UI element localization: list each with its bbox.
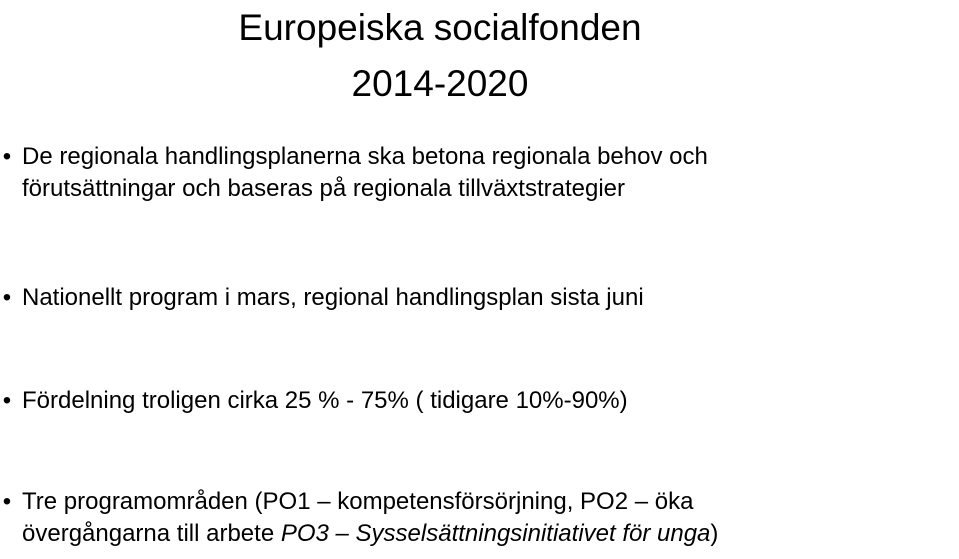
bullet-dot-icon: • — [2, 387, 12, 414]
bullet-line-plain: övergångarna till arbete — [22, 520, 281, 547]
bullet-line: övergångarna till arbete PO3 – Sysselsättningsinitiativet för unga) — [22, 520, 719, 547]
bullet-line-italic: PO3 – Sysselsättningsinitiativet för unga — [280, 520, 711, 547]
bullet-text — [22, 282, 959, 314]
bullet-dot-icon: • — [2, 488, 12, 515]
title-line-2: 2014-2020 — [351, 63, 529, 104]
bullet-text — [22, 385, 959, 417]
title-line-1: Europeiska socialfonden — [238, 7, 642, 48]
bullet-line: De regionala handlingsplanerna ska betona regionala behov och — [22, 143, 708, 170]
bullet-line: Nationellt program i mars, regional handlingsplan sista juni — [22, 284, 644, 311]
bullet-line: Tre programområden (PO1 – kompetensförsörjning, PO2 – öka — [22, 488, 694, 515]
bullet-dot-icon: • — [2, 284, 12, 311]
bullet-text — [22, 141, 959, 205]
bullet-line: Fördelning troligen cirka 25 % - 75% ( tidigare 10%-90%) — [22, 387, 628, 414]
bullet-text — [22, 486, 959, 550]
slide-title — [0, 0, 880, 112]
bullet-dot-icon: • — [2, 143, 12, 170]
bullet-line: förutsättningar och baseras på regionala tillväxtstrategier — [22, 175, 625, 202]
